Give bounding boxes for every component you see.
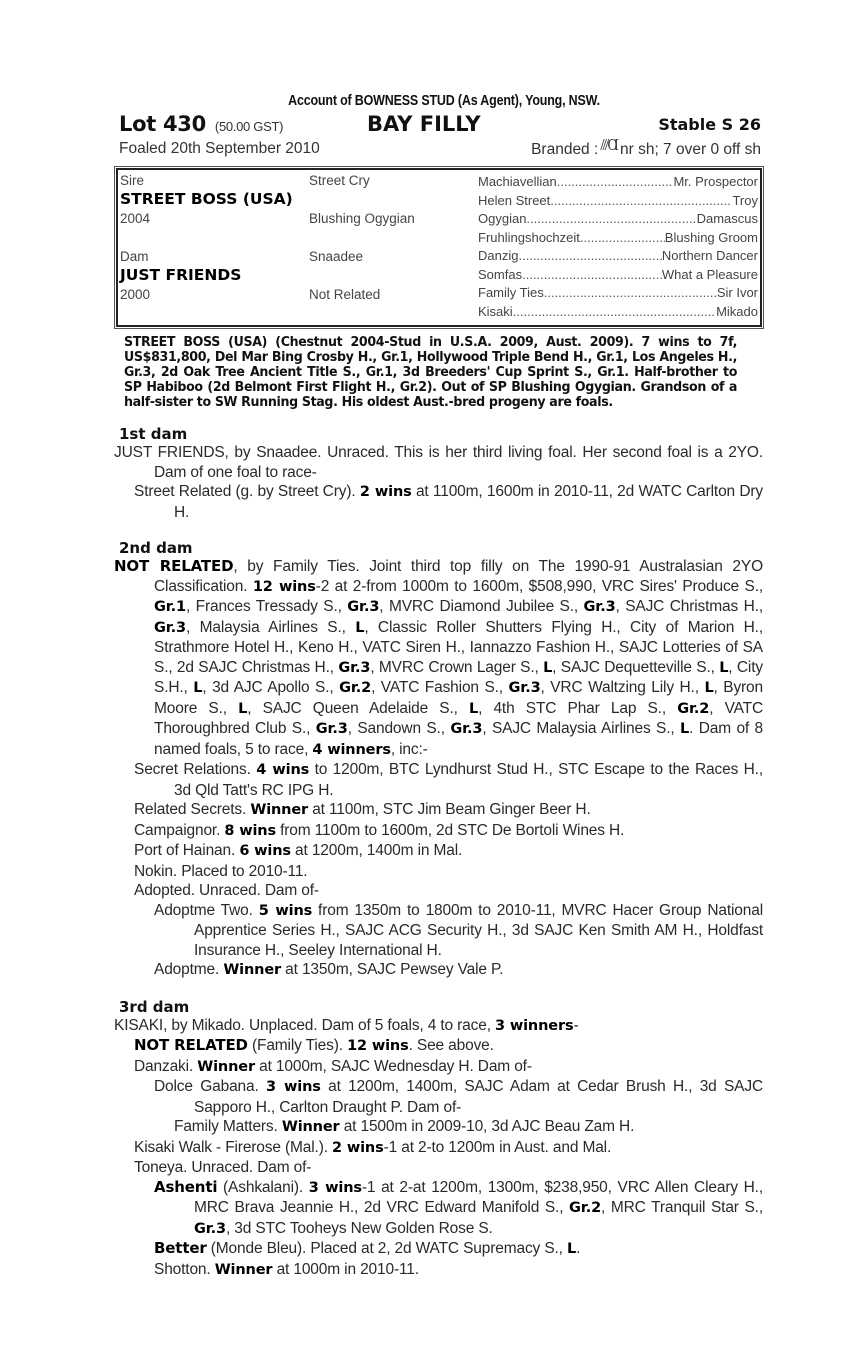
sire-year: 2004 (120, 211, 151, 226)
lot-label: Lot 430 (119, 112, 206, 136)
stable-number: Stable S 26 (658, 115, 761, 134)
leader-dots (513, 303, 716, 322)
progeny-entry: Campaignor. 8 wins from 1100m to 1600m, 2d STC De Bortoli Wines H. (134, 821, 625, 839)
third-dam-text: KISAKI, by Mikado. Unplaced. Dam of 5 foals, 4 to race, 3 winners- (114, 1016, 579, 1034)
ancestor-name: Fruhlingshochzeit (478, 229, 580, 245)
first-dam-text: JUST FRIENDS, by Snaadee. Unraced. This is her third living foal. Her second foal is a 2YO. Dam of one foal to race- (114, 444, 763, 481)
leader-dots (580, 229, 665, 248)
leader-dots (518, 247, 661, 266)
ancestor-sire: Troy (732, 192, 758, 208)
dam-sire: Snaadee (309, 249, 364, 264)
leader-dots (557, 173, 674, 192)
progeny-entry: Dolce Gabana. 3 wins at 1200m, 1400m, SAJC Adam at Cedar Brush H., 3d SAJC Sapporo H., Carlton Draught P. Dam of- (154, 1078, 764, 1116)
ancestor-sire: What a Pleasure (661, 266, 758, 282)
ancestor-name: Ogygian (478, 211, 527, 226)
sire-name: STREET BOSS (USA) (120, 190, 293, 208)
ancestor-row (478, 192, 758, 211)
gst-amount: (50.00 GST) (214, 119, 284, 134)
progeny-entry (114, 482, 763, 522)
progeny-entry: Nokin. Placed to 2010-11. (134, 862, 308, 880)
third-dam-title: 3rd dam (119, 997, 190, 1016)
ancestor-row (478, 266, 758, 285)
brand-mark-icon: ⫻Ɑ (600, 136, 617, 154)
ancestor-name: Somfas (478, 266, 523, 282)
first-dam-title: 1st dam (119, 425, 188, 443)
ancestor-name: Kisaki (478, 303, 513, 319)
progeny-entry: Adoptme. Winner at 1350m, SAJC Pewsey Vale P. (154, 961, 504, 978)
first-dam-section (114, 425, 763, 522)
progeny-entry: Related Secrets. Winner at 1100m, STC Jim Beam Ginger Beer H. (134, 801, 591, 818)
brand-detail: nr sh; 7 over 0 off sh (619, 141, 761, 158)
progeny-entry: NOT RELATED (Family Ties). 12 wins. See above. (134, 1036, 494, 1054)
progeny-entry: Ashenti (Ashkalani). 3 wins-1 at 2-at 1200m, 1300m, $238,950, VRC Allen Cleary H., MRC Brava Jeannie H., 2d VRC Edward Manifold S., Gr.2, MRC Tranquil Star S., Gr.3, 3d STC Tooheys New Golden Rose S. (154, 1177, 763, 1237)
pedigree-table (116, 168, 762, 327)
progeny-entry: Family Matters. Winner at 1500m in 2009-10, 3d AJC Beau Zam H. (174, 1118, 635, 1135)
leader-dots (526, 210, 696, 229)
ancestor-row (478, 247, 758, 266)
progeny-entry: Danzaki. Winner at 1000m, SAJC Wednesday H. Dam of- (134, 1057, 532, 1075)
ancestor-name: Family Ties (478, 285, 544, 300)
progeny-entry: Port of Hainan. 6 wins at 1200m, 1400m in Mal. (134, 842, 463, 859)
vendor-account: Account of BOWNESS STUD (As Agent), Young, NSW. (288, 93, 600, 109)
third-dam-section (114, 997, 764, 1281)
second-dam-title: 2nd dam (119, 539, 193, 557)
sire-sire: Street Cry (309, 173, 370, 188)
ancestor-sire: Mr. Prospector (673, 174, 758, 189)
ancestor-sire: Northern Dancer (661, 248, 758, 263)
foaled-date: Foaled 20th September 2010 (119, 140, 320, 157)
progeny-entry: Adopted. Unraced. Dam of- (134, 882, 319, 899)
dam-year: 2000 (120, 287, 151, 302)
foaled-row (117, 138, 763, 160)
dam-name: NOT RELATED (114, 557, 234, 575)
ancestor-row (478, 173, 758, 192)
ancestor-row (478, 303, 758, 322)
wins-count: 2 wins (359, 484, 412, 500)
horse-description: BAY FILLY (367, 112, 481, 136)
ancestor-sire: Sir Ivor (716, 285, 758, 300)
sire-dam: Blushing Ogygian (309, 211, 415, 226)
catalogue-page (114, 92, 764, 1280)
progeny-entry: Toneya. Unraced. Dam of- (134, 1159, 312, 1176)
progeny-entry: Better (Monde Bleu). Placed at 2, 2d WATC Supremacy S., L. (154, 1239, 581, 1257)
lot-header (117, 112, 763, 136)
lot-number (119, 112, 283, 139)
ancestor-row (478, 229, 758, 248)
progeny-entry: Kisaki Walk - Firerose (Mal.). 2 wins-1 at 2-to 1200m in Aust. and Mal. (134, 1138, 612, 1156)
sire-label: Sire (120, 173, 145, 188)
progeny-entry: Shotton. Winner at 1000m in 2010-11. (154, 1260, 419, 1278)
ancestor-sire: Damascus (696, 211, 758, 226)
progeny-detail: at 1100m, 1600m in 2010-11, 2d WATC Carlton Dry H. (174, 483, 763, 521)
ancestor-row (478, 284, 758, 303)
ancestor-row (478, 210, 758, 229)
ancestor-name: Helen Street (478, 192, 551, 208)
dam-name: JUST FRIENDS (120, 266, 242, 284)
second-dam-text: NOT RELATED, by Family Ties. Joint third top filly on The 1990-91 Australasian 2YO Classification. 12 wins-2 at 2-from 1000m to 1600m, $508,990, VRC Sires' Produce S., Gr.1, Frances Tressady S., Gr.3, MVRC Diamond Jubilee S., Gr.3, SAJC Christmas H., Gr.3, Malaysia Airlines S., L, Classic Roller Shutters Flying H., City of Marion H., Strathmore Hotel H., Keno H., VATC Siren H., Iannazzo Fashion H., SAJC Lotteries of SA S., 2d SAJC Christmas H., Gr.3, MVRC Crown Lager S., L, SAJC Dequetteville S., L, City S.H., L, 3d AJC Apollo S., Gr.2, VATC Fashion S., Gr.3, VRC Waltzing Lily H., L, Byron Moore S., L, SAJC Queen Adelaide S., L, 4th STC Phar Lap S., Gr.2, VATC Thoroughbred Club S., Gr.3, Sandown S., Gr.3, SAJC Malaysia Airlines S., L. Dam of 8 named foals, 5 to race, 4 winners, inc:- (114, 557, 764, 758)
dam-label: Dam (120, 249, 149, 264)
progeny-name: Street Related (g. by Street Cry). (134, 483, 360, 500)
branded-label: Branded : (531, 141, 599, 158)
sire-blurb: STREET BOSS (USA) (Chestnut 2004-Stud in U.S.A. 2009, Aust. 2009). 7 wins to 7f, US$831,800, Del Mar Bing Crosby H., Gr.1, Hollywood Triple Bend H., Gr.1, Los Angeles H., Gr.3, 2d Oak Tree Ancient Title S., Gr.1, 3d Breeders' Cup Sprint S., Gr.1. Half-brother to SP Habiboo (2d Belmont First Flight H., Gr.2). Out of SP Blushing Ogygian. Grandson of a half-sister to SW Running Stag. His oldest Aust.-bred progeny are foals. (124, 335, 738, 410)
dam-dam: Not Related (309, 287, 381, 302)
ancestor-sire: Blushing Groom (664, 229, 758, 245)
ancestor-sire: Mikado (716, 303, 758, 319)
ancestors-column (478, 173, 758, 321)
ancestor-name: Danzig (478, 248, 519, 263)
leader-dots (544, 284, 717, 303)
progeny-entry: Adoptme Two. 5 wins from 1350m to 1800m to 2010-11, MVRC Hacer Group National Apprentice Series H., SAJC ACG Security H., 3d SAJC Ken Smith AM H., Holdfast Insurance H., Seeley International H. (154, 901, 764, 959)
brand-info (531, 138, 761, 161)
leader-dots (550, 192, 732, 211)
progeny-entry: Secret Relations. 4 wins to 1200m, BTC Lyndhurst Stud H., STC Escape to the Races H., 3d Qld Tatt's RC IPG H. (134, 761, 763, 799)
second-dam-section (114, 539, 764, 981)
ancestor-name: Machiavellian (478, 174, 557, 189)
leader-dots (522, 266, 662, 285)
